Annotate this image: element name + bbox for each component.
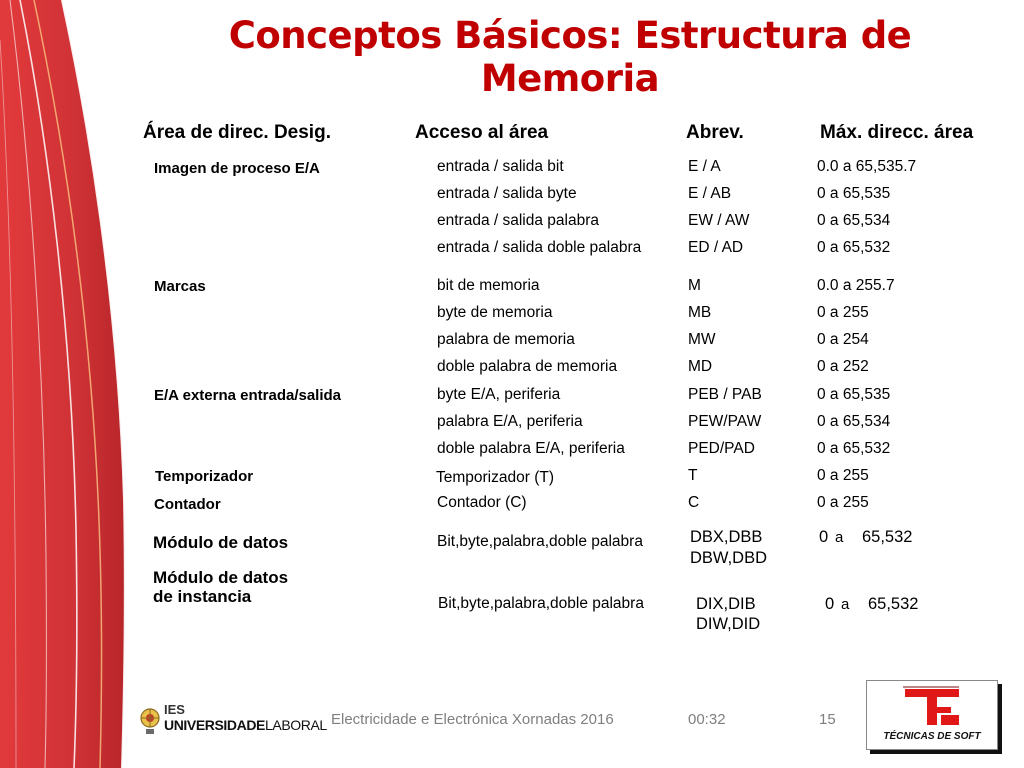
ies-emblem-icon bbox=[138, 704, 162, 736]
range-cell: 0 a 65,535 bbox=[817, 185, 891, 202]
range-cell: 0 a 65,532 bbox=[817, 440, 891, 457]
range-cell: 0 a 65,534 bbox=[817, 212, 891, 229]
range-value: 65,532 bbox=[868, 595, 919, 613]
category-label: Contador bbox=[154, 496, 221, 513]
category-label: Marcas bbox=[154, 278, 206, 295]
range-cell: 0 a 65,532 bbox=[817, 239, 891, 256]
range-cell: 0 a 254 bbox=[817, 331, 869, 348]
universidade-text bbox=[164, 717, 327, 733]
range-cell: 0 a 252 bbox=[817, 358, 869, 375]
header-abbr: Abrev. bbox=[686, 122, 744, 143]
abbr-cell: C bbox=[688, 494, 700, 511]
abbr-cell: MW bbox=[688, 331, 716, 348]
abbr-cell: DIW,DID bbox=[696, 615, 761, 633]
abbr-cell: DBX,DBB bbox=[690, 528, 763, 546]
abbr-cell: ED / AD bbox=[688, 239, 744, 256]
tecnicas-de-soft-logo bbox=[866, 680, 998, 750]
abbr-cell: DBW,DBD bbox=[690, 549, 768, 567]
header-max: Máx. direcc. área bbox=[820, 122, 974, 143]
range-value: 65,532 bbox=[862, 528, 913, 546]
brand-name: TÉCNICAS DE SOFT bbox=[883, 731, 981, 742]
category-label: Módulo de datos bbox=[153, 568, 289, 587]
range-cell: 0 a 255 bbox=[817, 467, 869, 484]
header-area: Área de direc. Desig. bbox=[143, 122, 331, 143]
slide-title: Conceptos Básicos: Estructura de Memoria bbox=[228, 14, 912, 100]
access-cell: palabra E/A, periferia bbox=[437, 413, 583, 430]
access-cell: byte de memoria bbox=[437, 304, 553, 321]
range-a: a bbox=[835, 529, 844, 546]
category-label: de instancia bbox=[153, 587, 252, 606]
abbr-cell: EW / AW bbox=[688, 212, 750, 229]
abbr-cell: E / A bbox=[688, 158, 721, 175]
access-cell: entrada / salida doble palabra bbox=[437, 239, 642, 256]
range-cell: 0 a 255 bbox=[817, 494, 869, 511]
abbr-cell: MB bbox=[688, 304, 712, 321]
category-label: Temporizador bbox=[155, 468, 254, 485]
abbr-cell: PEB / PAB bbox=[688, 386, 762, 403]
access-cell: entrada / salida byte bbox=[437, 185, 577, 202]
category-label: Módulo de datos bbox=[153, 533, 289, 552]
category-label: Imagen de proceso E/A bbox=[154, 160, 320, 177]
access-cell: doble palabra E/A, periferia bbox=[437, 440, 625, 457]
access-cell: byte E/A, periferia bbox=[437, 386, 561, 403]
abbr-cell: M bbox=[688, 277, 701, 294]
abbr-cell: T bbox=[688, 467, 698, 484]
access-cell: palabra de memoria bbox=[437, 331, 575, 348]
access-cell: Bit,byte,palabra,doble palabra bbox=[438, 595, 644, 612]
range-zero: 0 bbox=[825, 595, 835, 613]
range-cell: 0 a 65,535 bbox=[817, 386, 891, 403]
access-cell: Contador (C) bbox=[437, 494, 527, 511]
abbr-cell: E / AB bbox=[688, 185, 732, 202]
abbr-cell: DIX,DIB bbox=[696, 595, 756, 613]
range-cell: 0 a 255 bbox=[817, 304, 869, 321]
ies-text: IES bbox=[164, 702, 185, 717]
footer-time: 00:32 bbox=[688, 711, 726, 728]
range-zero: 0 bbox=[819, 528, 829, 546]
access-cell: entrada / salida palabra bbox=[437, 212, 600, 229]
univ-light: LABORAL bbox=[265, 717, 327, 733]
range-cell: 0.0 a 65,535.7 bbox=[817, 158, 917, 175]
access-cell: Temporizador (T) bbox=[436, 469, 554, 486]
ies-universidade-laboral-logo bbox=[138, 700, 327, 740]
abbr-cell: MD bbox=[688, 358, 713, 375]
footer-event: Electricidade e Electrónica Xornadas 2016 bbox=[331, 711, 614, 728]
access-cell: entrada / salida bit bbox=[437, 158, 564, 175]
access-cell: bit de memoria bbox=[437, 277, 540, 294]
ts-brand-icon bbox=[901, 685, 963, 729]
category-label: E/A externa entrada/salida bbox=[154, 387, 342, 404]
access-cell: doble palabra de memoria bbox=[437, 358, 618, 375]
range-cell: 0 a 65,534 bbox=[817, 413, 891, 430]
abbr-cell: PED/PAD bbox=[688, 440, 755, 457]
range-a: a bbox=[841, 596, 850, 613]
abbr-cell: PEW/PAW bbox=[688, 413, 762, 430]
range-cell: 0.0 a 255.7 bbox=[817, 277, 895, 294]
footer-page-number: 15 bbox=[819, 711, 836, 728]
univ-bold: UNIVERSIDADE bbox=[164, 717, 265, 733]
left-decorative-band bbox=[0, 0, 140, 768]
header-access: Acceso al área bbox=[415, 122, 549, 143]
access-cell: Bit,byte,palabra,doble palabra bbox=[437, 533, 643, 550]
